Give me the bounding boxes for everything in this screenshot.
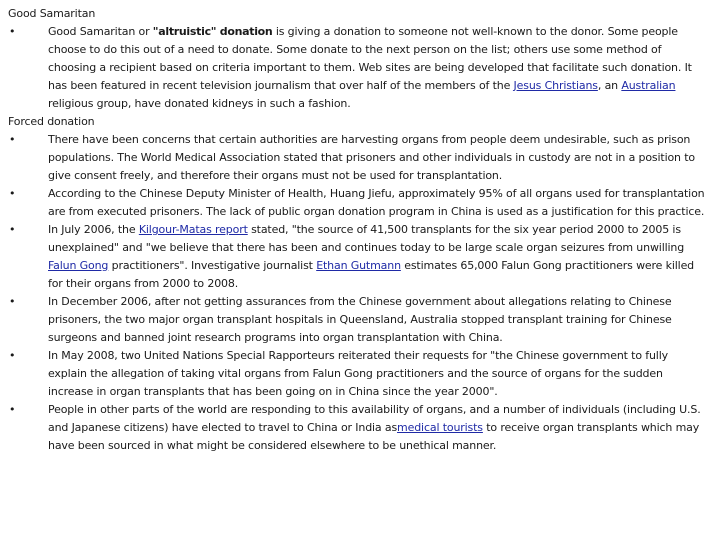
item-text: practitioners". Investigative journalist — [108, 259, 317, 272]
list-item — [8, 131, 708, 185]
list-item — [8, 23, 708, 113]
good-samaritan-list — [8, 23, 708, 113]
link-australian[interactable]: Australian — [621, 79, 676, 92]
list-item — [8, 401, 708, 455]
item-text: In May 2008, two United Nations Special Rapporteurs reiterated their requests for "the Chinese government to fully explain the allegation of taking vital organs from Falun Gong practitioners and the source of organs for the sudden increase in organ transplants that has been going on in China since the year 2000". — [48, 349, 668, 398]
link-ethan-gutmann[interactable]: Ethan Gutmann — [316, 259, 401, 272]
item-text: Good Samaritan or — [48, 25, 153, 38]
item-text: According to the Chinese Deputy Minister of Health, Huang Jiefu, approximately 95% of all organs used for transplantation are from executed prisoners. The lack of public organ donation program in China is used as a justification for this practice. — [48, 187, 705, 218]
document-page — [8, 5, 708, 455]
item-text: to receive organ transplants which may have been sourced in what might be considered elsewhere to be unethical manner. — [48, 421, 700, 452]
item-text: religious group, have donated kidneys in such a fashion. — [48, 97, 351, 110]
item-text: stated, "the source of 41,500 transplants for the six year period 2000 to 2005 is unexplained" and "we believe that there has been and continues today to be large scale organ seizures from unwilling — [48, 223, 685, 254]
item-text: People in other parts of the world are responding to this availability of organs, and a number of individuals (including U.S. and Japanese citizens) have elected to travel to China or India as — [48, 403, 701, 434]
link-medical-tourists[interactable]: medical tourists — [397, 421, 483, 434]
item-text: , an — [597, 79, 622, 92]
list-item — [8, 221, 708, 293]
list-item — [8, 347, 708, 401]
item-text: In July 2006, the — [48, 223, 139, 236]
section-heading-forced-donation: Forced donation — [8, 115, 95, 128]
list-item — [8, 293, 708, 347]
list-item — [8, 185, 708, 221]
section-heading-good-samaritan: Good Samaritan — [8, 7, 96, 20]
item-text: is giving a donation to someone not well-known to the donor. Some people choose to do this out of a need to donate. Some donate to the next person on the list; others use some method of choosing a recipient based on criteria important to them. Web sites are being developed that facilitate such donation. It has been featured in recent television journalism that over half of the members of the — [48, 25, 692, 92]
link-kilgour-matas-report[interactable]: Kilgour-Matas report — [138, 223, 248, 236]
forced-donation-list — [8, 131, 708, 455]
link-jesus-christians[interactable]: Jesus Christians — [513, 79, 598, 92]
item-text: There have been concerns that certain authorities are harvesting organs from people deem undesirable, such as prison populations. The World Medical Association stated that prisoners and other individuals in custody are not in a position to give consent freely, and therefore their organs must not be used for transplantation. — [48, 133, 695, 182]
bold-term: "altruistic" donation — [152, 25, 273, 38]
item-text: estimates 65,000 Falun Gong practitioners were killed for their organs from 2000 to 2008. — [48, 259, 695, 290]
item-text: In December 2006, after not getting assurances from the Chinese government about allegations relating to Chinese prisoners, the two major organ transplant hospitals in Queensland, Australia stopped transplant training for Chinese surgeons and banned joint research programs into organ transplantation with China. — [48, 295, 672, 344]
link-falun-gong[interactable]: Falun Gong — [48, 259, 109, 272]
